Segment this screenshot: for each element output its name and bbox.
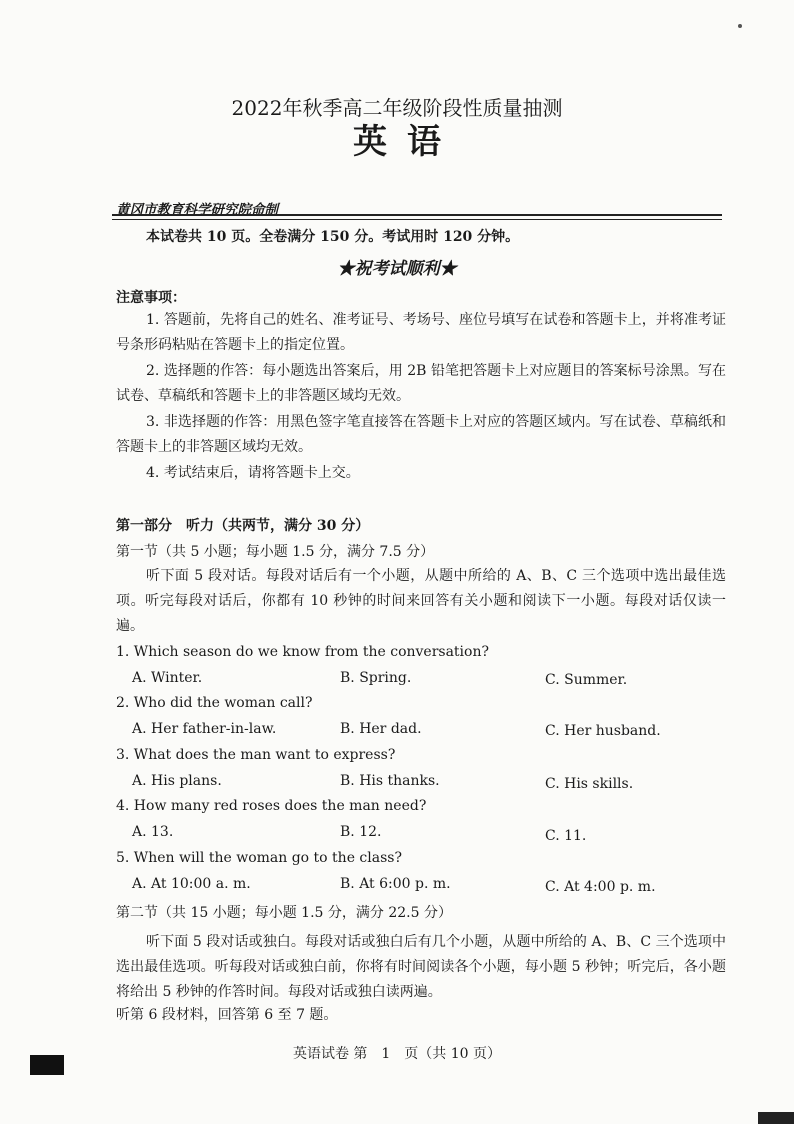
option-b: B. 12. <box>340 824 382 840</box>
part1-heading: 第一部分 听力（共两节，满分 30 分） <box>116 518 370 534</box>
option-b: B. His thanks. <box>340 773 440 789</box>
exam-info: 本试卷共 10 页。全卷满分 150 分。考试用时 120 分钟。 <box>146 229 520 245</box>
notice-item: 4. 考试结束后，请将答题卡上交。 <box>146 465 360 481</box>
good-luck-banner: ★祝考试顺利★ <box>337 259 457 279</box>
question-stem: 2. Who did the woman call? <box>116 695 313 711</box>
option-a: A. At 10:00 a. m. <box>132 876 251 892</box>
notice-item: 1. 答题前，先将自己的姓名、准考证号、考场号、座位号填写在试卷和答题卡上，并将准考证号条形码粘贴在答题卡上的指定位置。 <box>116 312 726 353</box>
notice-item: 3. 非选择题的作答：用黑色签字笔直接答在答题卡上对应的答题区域内。写在试卷、草稿纸和答题卡上的非答题区域均无效。 <box>116 414 726 455</box>
question-stem: 4. How many red roses does the man need? <box>116 798 427 814</box>
question-stem: 5. When will the woman go to the class? <box>116 850 402 866</box>
issuer-line: 黄冈市教育科学研究院命制 <box>116 202 278 218</box>
option-c: C. At 4:00 p. m. <box>545 879 656 895</box>
option-c: C. 11. <box>545 828 587 844</box>
option-b: B. At 6:00 p. m. <box>340 876 451 892</box>
option-c: C. His skills. <box>545 776 634 792</box>
option-a: A. Winter. <box>132 670 203 686</box>
section2-instructions: 听下面 5 段对话或独白。每段对话或独白后有几个小题，从题中所给的 A、B、C 三个选项中选出最佳选项。听每段对话或独白前，你将有时间阅读各个小题，每小题 5 秒钟；听完后，各小题将给出 5 秒钟的作答时间。每段对话或独白读两遍。 <box>116 934 726 1000</box>
scan-speck <box>738 24 742 28</box>
section1-heading: 第一节（共 5 小题；每小题 1.5 分，满分 7.5 分） <box>116 544 435 560</box>
subject-title: 英语 <box>353 122 461 162</box>
question-stem: 1. Which season do we know from the conversation? <box>116 644 489 660</box>
material-prompt: 听第 6 段材料，回答第 6 至 7 题。 <box>116 1007 338 1023</box>
option-a: A. Her father-in-law. <box>132 721 277 737</box>
notice-title: 注意事项： <box>116 290 186 306</box>
section1-instructions: 听下面 5 段对话。每段对话后有一个小题，从题中所给的 A、B、C 三个选项中选出最佳选项。听完每段对话后，你都有 10 秒钟的时间来回答有关小题和阅读下一小题。每段对话仅读一遍。 <box>116 568 726 634</box>
page-footer: 英语试卷 第 1 页（共 10 页） <box>292 1046 502 1062</box>
option-b: B. Her dad. <box>340 721 422 737</box>
scan-corner-mark <box>758 1112 794 1124</box>
option-c: C. Summer. <box>545 672 628 688</box>
option-a: A. His plans. <box>132 773 222 789</box>
exam-title: 2022年秋季高二年级阶段性质量抽测 <box>231 96 563 120</box>
question-stem: 3. What does the man want to express? <box>116 747 396 763</box>
option-a: A. 13. <box>132 824 174 840</box>
notice-item: 2. 选择题的作答：每小题选出答案后，用 2B 铅笔把答题卡上对应题目的答案标号涂黑。写在试卷、草稿纸和答题卡上的非答题区域均无效。 <box>116 363 726 404</box>
section2-heading: 第二节（共 15 小题；每小题 1.5 分，满分 22.5 分） <box>116 905 452 921</box>
header-rule-thin <box>112 219 722 220</box>
option-c: C. Her husband. <box>545 723 661 739</box>
option-b: B. Spring. <box>340 670 412 686</box>
header-rule-thick <box>112 214 722 216</box>
